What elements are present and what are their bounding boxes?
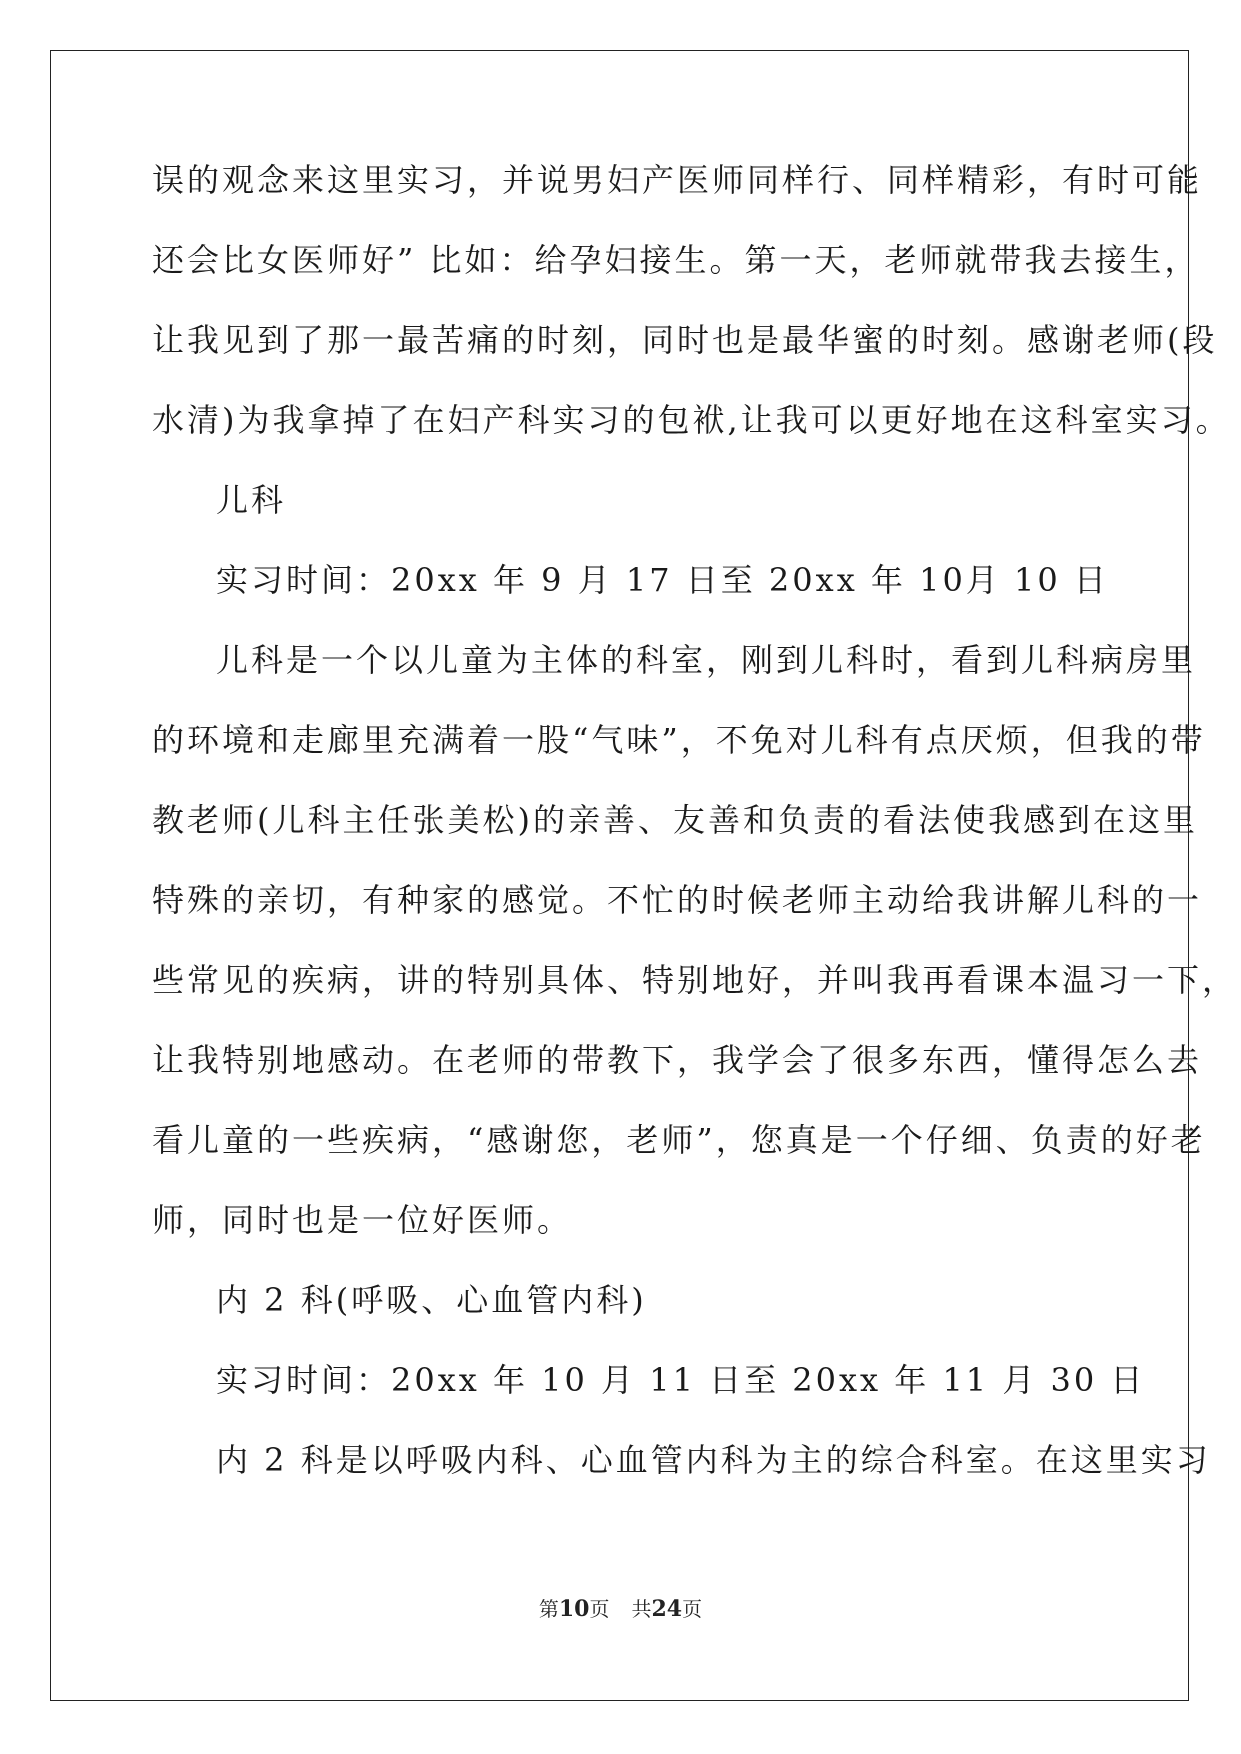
internship-period: 实习时间：20xx 年 10 月 11 日至 20xx 年 11 月 30 日 — [216, 1361, 1146, 1399]
page-prefix: 第 — [538, 1597, 559, 1621]
document-body — [152, 160, 1238, 1520]
text-line: 特殊的亲切，有种家的感觉。不忙的时候老师主动给我讲解儿科的一 — [152, 881, 1203, 919]
page-footer — [0, 1597, 1241, 1621]
internship-period: 实习时间：20xx 年 9 月 17 日至 20xx 年 10月 10 日 — [216, 561, 1109, 599]
page-number: 10 — [558, 1596, 590, 1622]
text-line: 儿科是一个以儿童为主体的科室，刚到儿科时，看到儿科病房里 — [216, 641, 1197, 679]
text-line: 还会比女医师好” 比如：给孕妇接生。第一天，老师就带我去接生， — [152, 241, 1200, 279]
total-prefix: 共 — [631, 1597, 652, 1621]
text-line: 水清)为我拿掉了在妇产科实习的包袱,让我可以更好地在这科室实习。 — [152, 401, 1231, 439]
text-line: 教老师(儿科主任张美松)的亲善、友善和负责的看法使我感到在这里 — [152, 801, 1198, 839]
text-line: 看儿童的一些疾病，“感谢您，老师”，您真是一个仔细、负责的好老 — [152, 1121, 1206, 1159]
text-line: 内 2 科是以呼吸内科、心血管内科为主的综合科室。在这里实习 — [216, 1441, 1211, 1479]
total-pages: 24 — [651, 1596, 683, 1622]
text-line: 让我特别地感动。在老师的带教下，我学会了很多东西，懂得怎么去 — [152, 1041, 1203, 1079]
section-heading-pediatrics: 儿科 — [216, 481, 287, 519]
total-suffix: 页 — [682, 1597, 703, 1621]
text-line: 让我见到了那一最苦痛的时刻，同时也是最华蜜的时刻。感谢老师(段 — [152, 321, 1218, 359]
text-line: 师，同时也是一位好医师。 — [152, 1201, 573, 1239]
text-line: 的环境和走廊里充满着一股“气味”，不免对儿科有点厌烦，但我的带 — [152, 721, 1206, 759]
text-line: 些常见的疾病，讲的特别具体、特别地好，并叫我再看课本温习一下， — [152, 961, 1238, 999]
text-line: 误的观念来这里实习，并说男妇产医师同样行、同样精彩，有时可能 — [152, 161, 1203, 199]
page-suffix: 页 — [589, 1597, 610, 1621]
section-heading-internal-medicine-2: 内 2 科(呼吸、心血管内科) — [216, 1281, 647, 1319]
